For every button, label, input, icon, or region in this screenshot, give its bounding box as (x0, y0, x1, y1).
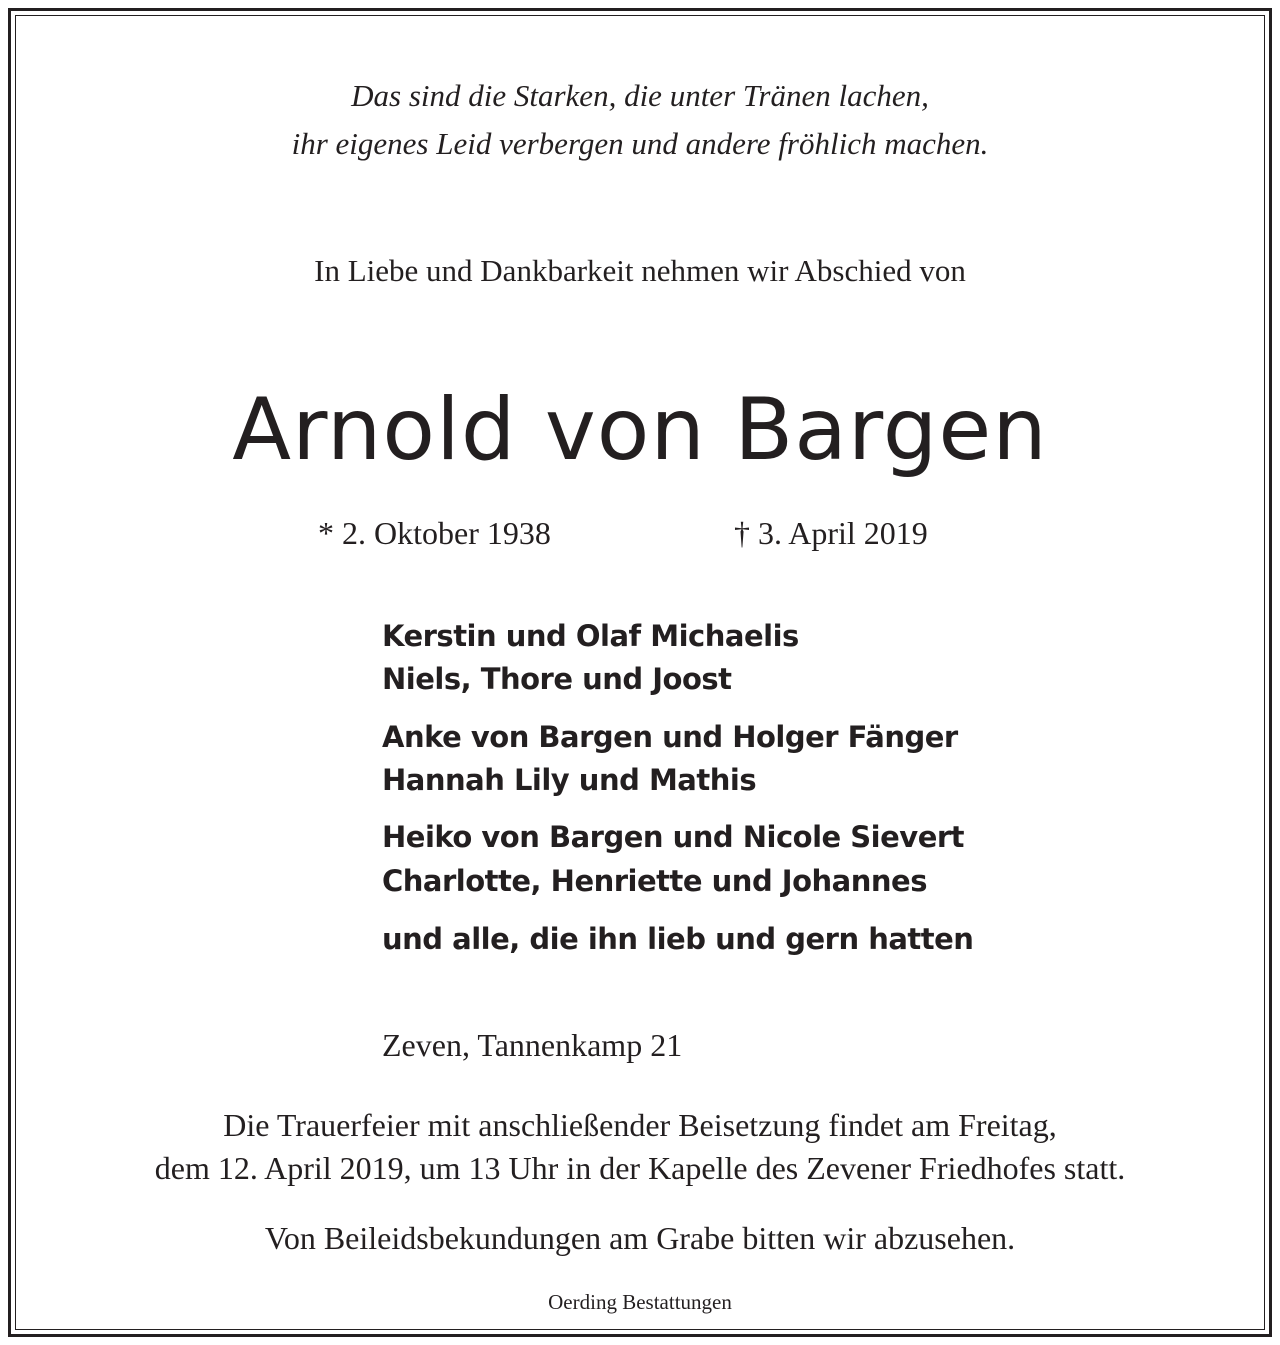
family-line: Anke von Bargen und Holger Fänger (382, 720, 958, 754)
family-line: Charlotte, Henriette und Johannes (382, 864, 927, 898)
quote-line-1: Das sind die Starken, die unter Tränen lachen, (351, 78, 929, 113)
family-line: und alle, die ihn lieb und gern hatten (382, 922, 974, 956)
death-date: † 3. April 2019 (734, 515, 928, 551)
family-line: Niels, Thore und Joost (382, 662, 732, 696)
condolence-note: Von Beileidsbekundungen am Grabe bitten wir abzusehen. (264, 1220, 1016, 1256)
address: Zeven, Tannenkamp 21 (382, 1027, 683, 1063)
funeral-line-1: Die Trauerfeier mit anschließender Beisetzung findet am Freitag, (223, 1107, 1057, 1143)
family-line: Kerstin und Olaf Michaelis (382, 619, 799, 653)
birth-date: * 2. Oktober 1938 (318, 515, 551, 551)
funeral-line-2: dem 12. April 2019, um 13 Uhr in der Kapelle des Zevener Friedhofes statt. (154, 1150, 1126, 1186)
quote-line-2: ihr eigenes Leid verbergen und andere fröhlich machen. (291, 126, 989, 161)
family-line: Heiko von Bargen und Nicole Sievert (382, 820, 965, 854)
intro-text: In Liebe und Dankbarkeit nehmen wir Abschied von (314, 253, 966, 288)
undertaker-name: Oerding Bestattungen (548, 1290, 732, 1314)
family-line: Hannah Lily und Mathis (382, 763, 757, 797)
deceased-name: Arnold von Bargen (232, 380, 1048, 480)
